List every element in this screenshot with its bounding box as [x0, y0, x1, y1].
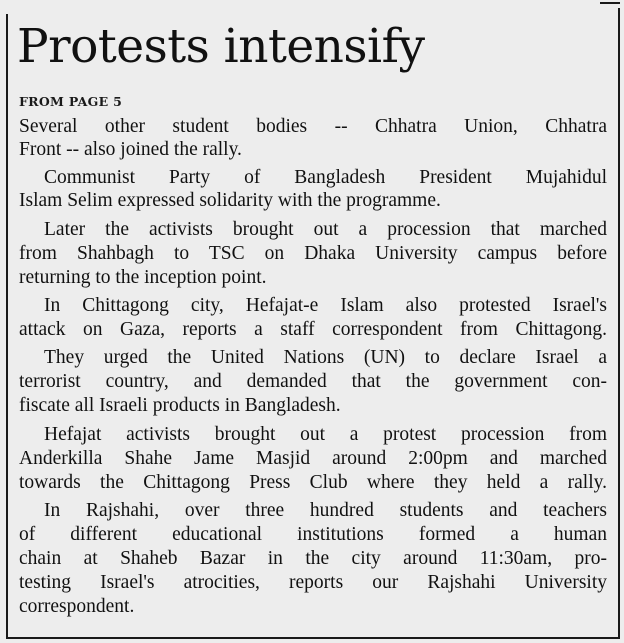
- article-line: from Shahbagh to TSC on Dhaka University campus before: [19, 243, 607, 264]
- headline: Protests intensify: [17, 19, 425, 74]
- article-line: terrorist country, and demanded that the government con-: [19, 371, 607, 392]
- article-line: towards the Chittagong Press Club where they held a rally.: [19, 472, 607, 493]
- article-line: chain at Shaheb Bazar in the city around 11:30am, pro-: [19, 548, 607, 569]
- continuation-jumpline: FROM PAGE 5: [19, 94, 123, 109]
- article-line: Several other student bodies -- Chhatra Union, Chhatra: [19, 116, 607, 137]
- column-rule-left: [6, 14, 8, 639]
- article-line: fiscate all Israeli products in Bangladesh.: [19, 395, 341, 416]
- column-rule-bottom: [6, 637, 620, 639]
- article-line: They urged the United Nations (UN) to declare Israel a: [44, 347, 607, 368]
- article-line: Anderkilla Shahe Jame Masjid around 2:00pm and marched: [19, 448, 607, 469]
- article-line: correspondent.: [19, 596, 135, 617]
- column-rule-right: [618, 8, 620, 639]
- article-line: of different educational institutions formed a human: [19, 524, 607, 545]
- article-line: returning to the inception point.: [19, 267, 267, 288]
- article-line: In Chittagong city, Hefajat-e Islam also protested Israel's: [44, 295, 607, 316]
- article-line: Hefajat activists brought out a protest procession from: [44, 424, 607, 445]
- article-line: attack on Gaza, reports a staff correspondent from Chittagong.: [19, 319, 607, 340]
- article-line: Islam Selim expressed solidarity with the programme.: [19, 190, 441, 211]
- article-line: testing Israel's atrocities, reports our Rajshahi University: [19, 572, 607, 593]
- article-line: Later the activists brought out a procession that marched: [44, 219, 607, 240]
- column-rule-top: [600, 2, 620, 4]
- article-line: Communist Party of Bangladesh President Mujahidul: [44, 167, 607, 188]
- article-line: Front -- also joined the rally.: [19, 139, 242, 160]
- article-line: In Rajshahi, over three hundred students and teachers: [44, 500, 607, 521]
